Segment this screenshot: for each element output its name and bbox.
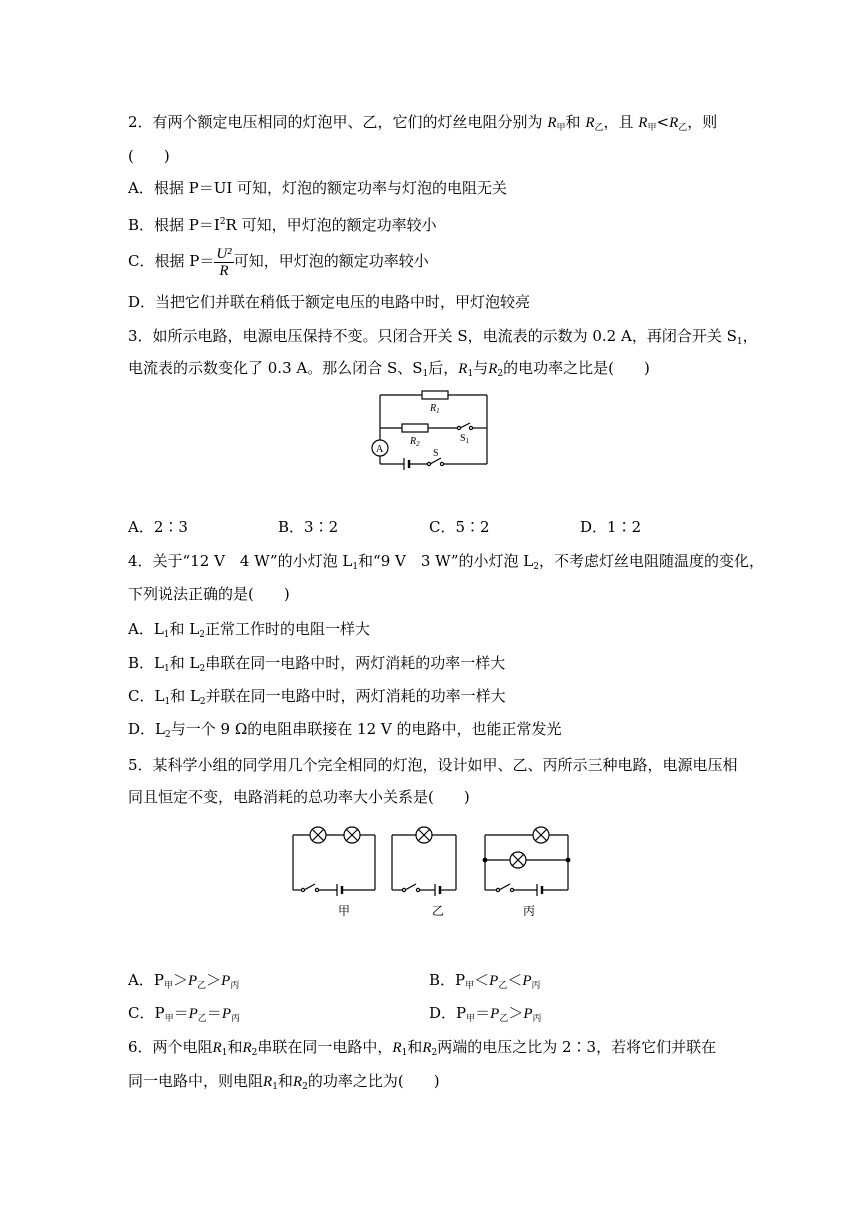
q3-line1-text: 3．如所示电路，电源电压保持不变。只闭合开关 S，电流表的示数为 0.2 A，再闭合开关 S [128,327,737,345]
var-r: R [263,1074,273,1090]
q5-d-label: D．P [429,1004,467,1022]
q4-option-b [128,653,505,679]
op-eq: ＝ [173,1004,189,1022]
var-p: P [221,1006,231,1022]
q3-stem-line1 [128,326,758,352]
svg-text:R2 [409,436,420,448]
sub-jia: 甲 [163,981,173,991]
q5-option-a [128,970,239,996]
q3-circuit-diagram [360,385,500,475]
q4-c-c: 并联在同一电路中时，两灯消耗的功率一样大 [205,687,506,705]
q4-line1-a: 4．关于“12 V 4 W”的小灯泡 L [128,552,353,570]
sub-1: 1 [163,664,170,674]
var-r: R [392,1040,402,1056]
q2-option-b [128,212,437,235]
text-he: 和 [565,113,581,131]
q4-option-c [128,686,506,712]
q5-stem-line1: 5．某科学小组的同学用几个完全相同的灯泡，设计如甲、乙、丙所示三种电路，电源电压相 [128,756,738,774]
sub-1: 1 [352,562,359,572]
q5-stem-line2: 同且恒定不变，电路消耗的总功率大小关系是( ) [128,788,470,806]
label-r2: R [410,436,417,447]
var-r: R [547,115,557,131]
sub-1: 1 [736,337,743,347]
var-r: R [212,1040,222,1056]
label-yi: 乙 [432,904,445,918]
q2-c-post: 可知，甲灯泡的额定功率较小 [233,252,429,270]
circuit-jia [293,827,375,896]
sub-yi: 乙 [594,123,604,133]
q2-option-a: A．根据 P＝UI 可知，灯泡的额定功率与灯泡的电阻无关 [128,179,508,197]
resistor-r1 [422,391,448,399]
q4-stem-line1 [128,551,764,577]
circuit-bing [483,827,570,896]
label-bing: 丙 [523,904,536,918]
sub-jia: 甲 [465,981,475,991]
sub-2: 2 [497,369,504,379]
q4-a-c: 正常工作时的电阻一样大 [205,620,371,638]
q6-line1-d: 和 [407,1038,423,1056]
sub-2: 2 [199,664,206,674]
q5-option-b [429,970,541,996]
label-s: S [433,448,439,459]
text-lt: < [656,113,670,131]
q4-line1-b: 和“9 V 3 W”的小灯泡 L [358,552,534,570]
sub-2: 2 [431,1048,438,1058]
var-p: P [188,1006,198,1022]
q4-c-b: 和 L [170,687,200,705]
q4-c-a: C．L [128,687,165,705]
sub-jia: 甲 [164,1014,174,1024]
q3-stem-line2 [128,358,650,384]
q6-line1-c: 串联在同一电路中， [257,1038,393,1056]
sub-1: 1 [163,630,170,640]
label-s1: S [460,433,466,444]
sub-2: 2 [199,697,206,707]
q6-stem-line1 [128,1037,716,1063]
sub-bing: 丙 [532,1014,542,1024]
q4-option-d [128,719,561,745]
sub-bing: 丙 [230,981,240,991]
q3-line2-b: 后， [428,359,459,377]
q3-line2-c: 与 [473,359,489,377]
q2-stem-text: 2．有两个额定电压相同的灯泡甲、乙，它们的灯丝电阻分别为 [128,113,543,131]
text-ze: ，则 [687,113,718,131]
var-r: R [458,361,468,377]
q3-option-a: A．2∶3 [128,518,188,536]
sub-jia: 甲 [466,1014,476,1024]
label-s1-sub: 1 [465,437,470,445]
q6-line2-b: 和 [277,1072,293,1090]
q6-line1-e: 两端的电压之比为 2∶3，若将它们并联在 [437,1038,717,1056]
q4-b-b: 和 L [169,654,200,672]
var-r: R [669,115,679,131]
var-r: R [242,1040,252,1056]
q2-option-d: D．当把它们并联在稍低于额定电压的电路中时，甲灯泡较亮 [128,293,531,311]
label-r1-sub: 1 [436,407,440,415]
label-ammeter: A [376,444,384,455]
sub-2: 2 [165,730,171,740]
op-gt: ＞ [508,1004,524,1022]
q3-line2-text: 电流表的示数变化了 0.3 A。那么闭合 S、S [128,359,423,377]
q4-a-b: 和 L [169,620,200,638]
q2-c-fraction [214,246,233,279]
sub-1: 1 [422,369,429,379]
q5-c-label: C．P [128,1004,165,1022]
sub-yi: 乙 [678,123,688,133]
op-eq: ＝ [206,1004,222,1022]
sub-yi: 乙 [197,1014,207,1024]
sub-jia: 甲 [556,123,566,133]
q6-stem-line2 [128,1071,440,1097]
sub-1: 1 [401,1048,408,1058]
op-eq: ＝ [475,1004,491,1022]
q4-stem-line2: 下列说法正确的是( ) [128,585,290,603]
sub-1: 1 [272,1082,278,1092]
text-qie: ，且 [603,113,634,131]
sub-2: 2 [251,1048,258,1058]
sub-1: 1 [164,697,171,707]
op-lt: ＜ [507,971,523,989]
q4-b-c: 串联在同一电路中时，两灯消耗的功率一样大 [205,654,506,672]
sub-bing: 丙 [230,1014,240,1024]
op-lt: ＜ [474,971,490,989]
q2-b-post: R 可知，甲灯泡的额定功率较小 [225,216,437,234]
sub-yi: 乙 [498,981,508,991]
var-r: R [585,115,595,131]
var-r: R [488,361,498,377]
var-p: P [490,1006,500,1022]
q4-option-a [128,619,370,645]
label-r2-sub: 2 [416,440,420,448]
var-p: P [489,973,499,989]
op-gt: ＞ [206,971,222,989]
q6-line2-a: 同一电路中，则电阻 [128,1072,264,1090]
q6-line1-a: 6．两个电阻 [128,1038,213,1056]
q4-d-b: 与一个 9 Ω的电阻串联接在 12 V 的电路中，也能正常发光 [170,720,562,738]
q2-paren: ( ) [128,147,170,165]
var-p: P [187,973,198,989]
q4-a-a: A．L [128,620,164,638]
q5-circuit-diagrams [285,820,585,925]
q3-line2-d: 的电功率之比是( ) [503,359,650,377]
sub-1: 1 [221,1048,228,1058]
fraction-denominator: R [219,262,229,279]
label-jia: 甲 [338,904,351,918]
resistor-r2 [402,424,428,432]
q3-option-b: B．3∶2 [278,518,339,536]
sub-1: 1 [467,369,474,379]
q3-option-c: C．5∶2 [429,518,490,536]
q2-b-sup: 2 [219,217,226,227]
q2-b-pre: B．根据 P＝I [128,216,220,234]
q4-d-a: D．L [128,720,165,738]
q2-c-pre: C．根据 P＝ [128,252,215,270]
sub-2: 2 [302,1082,308,1092]
label-r1: R [430,403,437,414]
sub-yi: 乙 [499,1014,509,1024]
fraction-numerator: U² [216,245,232,262]
q6-line1-b: 和 [227,1038,243,1056]
var-r: R [292,1074,303,1090]
q5-b-label: B．P [429,971,466,989]
q5-a-label: A．P [128,971,164,989]
sub-2: 2 [533,562,539,572]
circuit-yi [392,827,456,896]
q4-b-a: B．L [128,654,164,672]
svg-text:S1 [460,433,470,445]
q4-line1-c: ，不考虑灯丝电阻随温度的变化， [539,552,765,570]
q2-stem-line1 [128,112,717,138]
q6-line2-c: 的功率之比为( ) [307,1072,440,1090]
q5-option-d [429,1003,542,1029]
sub-2: 2 [199,630,205,640]
q2-option-c [128,244,429,279]
text-comma: ， [742,327,758,345]
q5-option-c [128,1003,240,1029]
var-p: P [522,973,532,989]
var-p: P [523,1006,533,1022]
sub-yi: 乙 [197,981,207,991]
op-gt: ＞ [172,971,188,989]
var-r: R [638,115,648,131]
sub-jia: 甲 [647,123,657,133]
var-p: P [221,973,231,989]
svg-text:R1 [429,403,440,415]
var-r: R [422,1040,432,1056]
q3-option-d: D．1∶2 [580,518,642,536]
sub-bing: 丙 [531,981,541,991]
